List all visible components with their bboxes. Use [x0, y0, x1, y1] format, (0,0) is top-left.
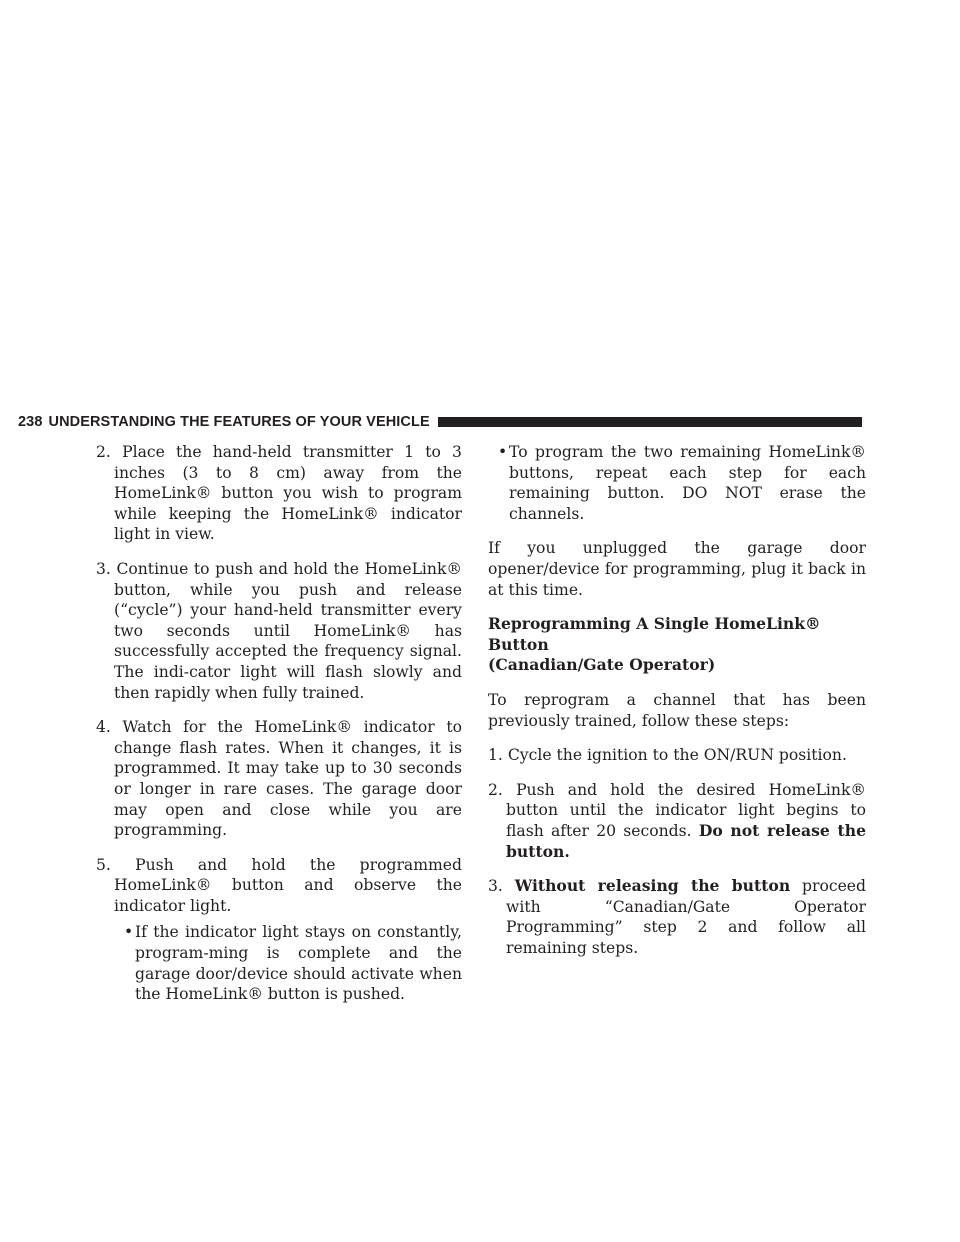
bullet-indicator-constant: • If the indicator light stays on constantly, program-ming is complete and the garage door/device should activate when the HomeLink® button is pushed. [124, 923, 462, 1004]
reprogram-step-3: 3. Without releasing the button proceed with “Canadian/Gate Operator Programming” step 2 and follow all remaining steps. [488, 876, 867, 957]
section-title: UNDERSTANDING THE FEATURES OF YOUR VEHICLE [48, 414, 430, 430]
reprogram-step-2: 2. Push and hold the desired HomeLink® button until the indicator light begins to flash after 20 seconds. Do not release the button. [488, 780, 866, 861]
step-3: 3. Continue to push and hold the HomeLink® button, while you push and release (“cycle”) your hand-held transmitter every two seconds until HomeLink® has successfully accepted the frequency signal. The indi-cator light will flash slowly and then rapidly when fully trained. [96, 559, 462, 702]
header-rule [438, 417, 862, 427]
left-column [96, 442, 462, 1019]
bullet-icon: • [498, 443, 508, 461]
step-5: 5. Push and hold the programmed HomeLink® button and observe the indicator light. [96, 855, 462, 915]
page-number: 238 [18, 414, 43, 430]
reprogram-step-1: 1. Cycle the ignition to the ON/RUN position. [488, 746, 847, 765]
para-unplugged: If you unplugged the garage door opener/device for programming, plug it back in at this time. [488, 539, 866, 599]
section-heading: Reprogramming A Single HomeLink® Button (Canadian/Gate Operator) [488, 614, 821, 675]
bullet-remaining-buttons: • To program the two remaining HomeLink® buttons, repeat each step for each remaining button. DO NOT erase the channels. [498, 443, 866, 523]
step-2: 2. Place the hand-held transmitter 1 to 3 inches (3 to 8 cm) away from the HomeLink® button you wish to program while keeping the HomeLink® indicator light in view. [96, 443, 462, 544]
para-intro: To reprogram a channel that has been previously trained, follow these steps: [488, 690, 866, 730]
right-column [488, 442, 866, 972]
bullet-icon: • [124, 923, 134, 942]
page-header [18, 413, 862, 431]
step-4: 4. Watch for the HomeLink® indicator to change flash rates. When it changes, it is programmed. It may take up to 30 seconds or longer in rare cases. The garage door may open and close while you are programming. [96, 718, 462, 840]
